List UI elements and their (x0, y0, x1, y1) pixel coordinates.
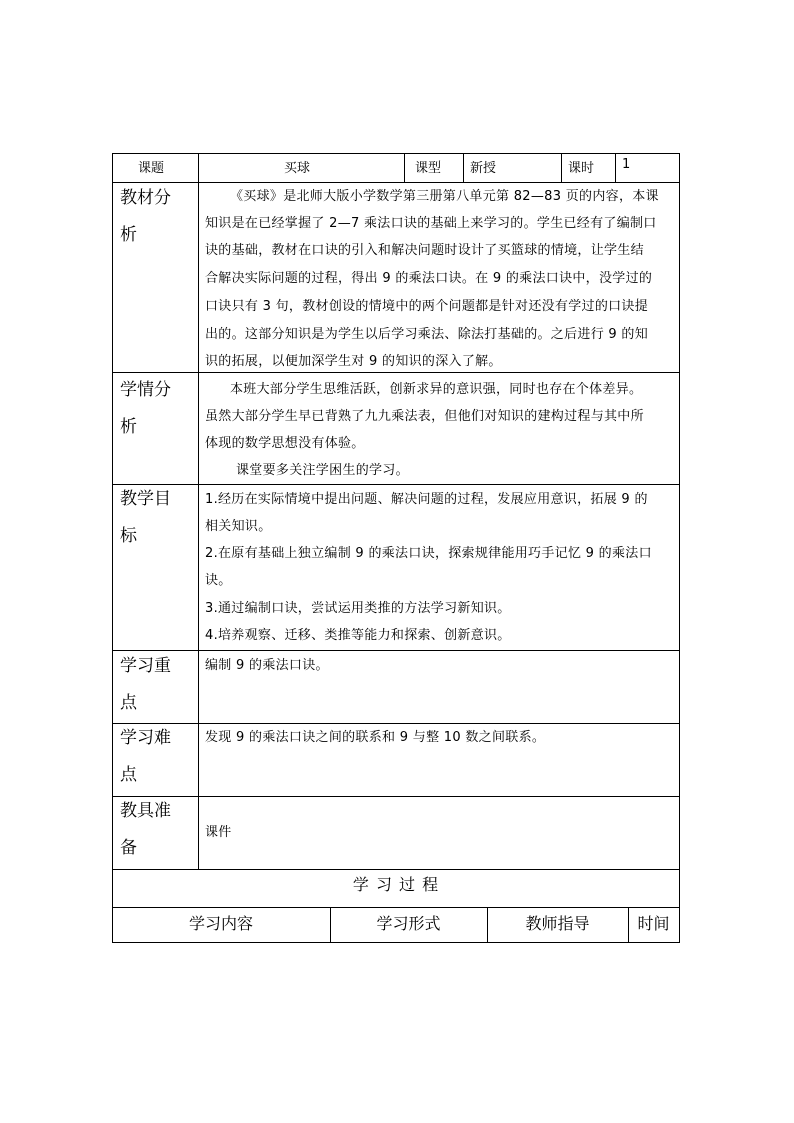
section-label-students: 学情分 析 (120, 380, 171, 437)
text-line: 课堂要多关注学困生的学习。 (236, 463, 409, 478)
materials-text: 课件 (205, 825, 232, 840)
text-line: 4.培养观察、迁移、类推等能力和探索、创新意识。 (205, 628, 511, 643)
key-points-text: 编制 9 的乘法口诀。 (205, 658, 329, 673)
process-col-time: 时间 (637, 914, 670, 933)
label-topic: 课题 (138, 161, 165, 176)
section-label-materials: 教具准 备 (120, 801, 171, 858)
row-divider (112, 907, 680, 908)
text-line: 诀。 (205, 573, 232, 588)
text-line: 合解决实际问题的过程，得出 9 的乘法口诀。在 9 的乘法口诀中，没学过的 (205, 271, 653, 286)
table-border-left (112, 153, 113, 943)
text-line: 2.在原有基础上独立编制 9 的乘法口诀，探索规律能用巧手记忆 9 的乘法口 (205, 546, 652, 561)
label-period: 课时 (568, 161, 595, 176)
text-line: 体现的数学思想没有体验。 (205, 436, 365, 451)
text-line: 出的。这部分知识是为学生以后学习乘法、除法打基础的。之后进行 9 的知 (205, 327, 649, 342)
type-value: 新授 (470, 161, 497, 176)
text-line: 1.经历在实际情境中提出问题、解决问题的过程，发展应用意识，拓展 9 的 (205, 492, 648, 507)
text-line: 《买球》是北师大版小学数学第三册第八单元第 82—83 页的内容，本课 (230, 189, 659, 204)
difficulties-text: 发现 9 的乘法口诀之间的联系和 9 与整 10 数之间联系。 (205, 730, 546, 745)
period-value: 1 (622, 157, 631, 172)
section-label-goals: 教学目 标 (120, 489, 171, 546)
label-column-divider (198, 153, 199, 870)
header-divider (615, 153, 616, 183)
table-border-bottom (112, 942, 680, 943)
text-line: 虽然大部分学生早已背熟了九九乘法表，但他们对知识的建构过程与其中所 (205, 409, 644, 424)
section-label-difficulties: 学习难 点 (120, 728, 171, 785)
topic-value: 买球 (284, 161, 311, 176)
header-divider (561, 153, 562, 183)
process-col-content: 学习内容 (188, 914, 253, 933)
text-line: 口诀只有 3 句，教材创设的情境中的两个问题都是针对还没有学过的口诀提 (205, 299, 649, 314)
process-col-guidance: 教师指导 (525, 914, 590, 933)
text-line: 相关知识。 (205, 519, 272, 534)
text-line: 诀的基础，教材在口诀的引入和解决问题时设计了买篮球的情境，让学生结 (205, 243, 644, 258)
table-border-right (679, 153, 680, 943)
text-line: 识的拓展，以便加深学生对 9 的知识的深入了解。 (205, 354, 502, 369)
process-col-form: 学习形式 (376, 914, 441, 933)
section-label-textbook: 教材分 析 (120, 188, 171, 245)
text-line: 本班大部分学生思维活跃，创新求异的意识强，同时也存在个体差异。 (230, 382, 643, 397)
text-line: 知识是在已经掌握了 2—7 乘法口诀的基础上来学习的。学生已经有了编制口 (205, 216, 657, 231)
process-title: 学 习 过 程 (352, 875, 440, 894)
label-type: 课型 (415, 161, 442, 176)
header-divider (404, 153, 405, 183)
text-line: 3.通过编制口诀，尝试运用类推的方法学习新知识。 (205, 601, 511, 616)
header-divider (463, 153, 464, 183)
section-label-key-points: 学习重 点 (120, 656, 171, 713)
